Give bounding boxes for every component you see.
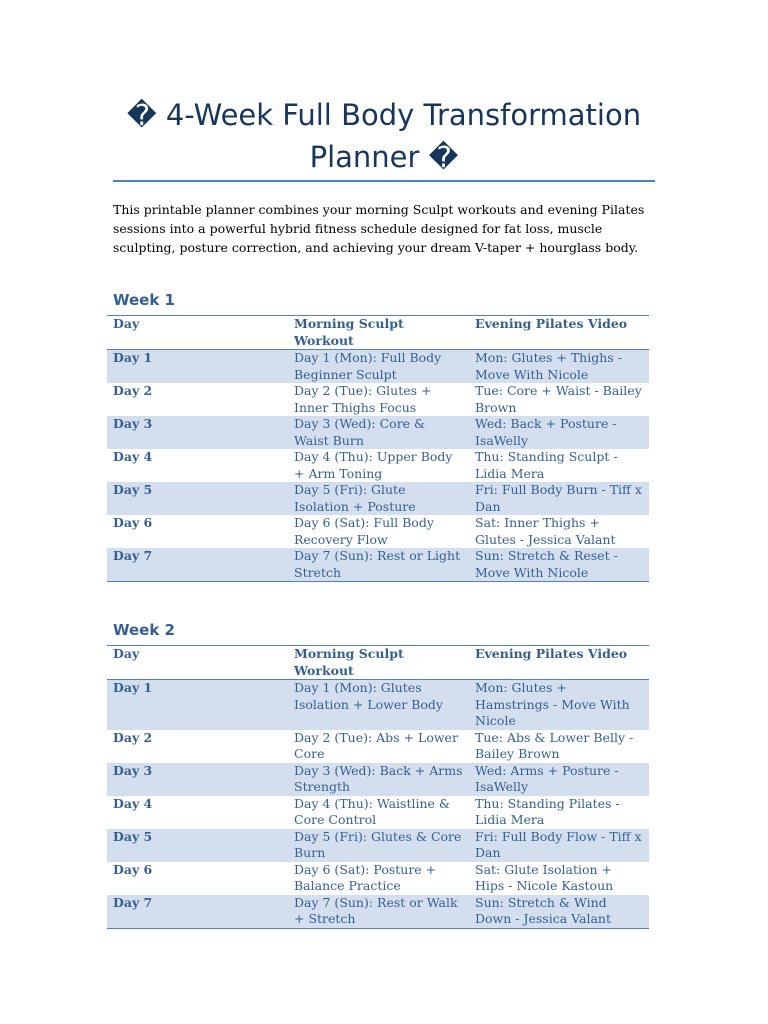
morning-workout-cell: Day 2 (Tue): Abs + Lower Core (294, 729, 458, 761)
intro-paragraph: This printable planner combines your morning Sculpt workouts and evening Pilates sessions into a powerful hybrid fitness schedule designed for fat loss, muscle sculpting, posture correction, and achieving your dream V-taper + hourglass body. (113, 202, 645, 255)
table-row (107, 350, 649, 384)
evening-video-cell: Mon: Glutes + Hamstrings - Move With Nicole (469, 680, 649, 730)
day-cell: Day 4 (113, 795, 153, 811)
table-row (107, 730, 649, 763)
document-title: � 4-Week Full Body Transformation Planner � (126, 98, 642, 174)
title-underline (113, 180, 655, 182)
evening-video-cell: Wed: Arms + Posture - IsaWelly (469, 763, 649, 796)
table-row (107, 449, 649, 482)
week-1-heading: Week 1 (113, 291, 175, 309)
morning-workout-cell: Day 5 (Fri): Glutes & Core Burn (288, 829, 469, 862)
morning-workout-cell: Day 7 (Sun): Rest or Light Stretch (288, 548, 469, 582)
evening-video-cell: Thu: Standing Pilates - Lidia Mera (475, 795, 620, 827)
evening-video-cell: Sun: Stretch & Wind Down - Jessica Valant (469, 895, 649, 929)
column-header-evening: Evening Pilates Video (469, 646, 649, 680)
morning-workout-cell: Day 4 (Thu): Upper Body + Arm Toning (294, 449, 453, 481)
morning-workout-cell: Day 1 (Mon): Glutes Isolation + Lower Body (288, 680, 469, 730)
evening-video-cell: Tue: Core + Waist - Bailey Brown (475, 383, 642, 415)
table-row (107, 515, 649, 548)
column-header-morning: Morning Sculpt Workout (288, 646, 469, 680)
evening-video-cell: Sun: Stretch & Reset - Move With Nicole (469, 548, 649, 582)
day-cell: Day 6 (113, 861, 153, 877)
week-2-heading: Week 2 (113, 621, 175, 639)
morning-workout-cell: Day 2 (Tue): Glutes + Inner Thighs Focus (294, 383, 432, 415)
table-row (107, 383, 649, 416)
morning-workout-cell: Day 3 (Wed): Core & Waist Burn (288, 416, 469, 449)
day-cell: Day 6 (113, 515, 153, 530)
column-header-day: Day (107, 316, 288, 350)
day-cell: Day 4 (113, 449, 153, 464)
evening-video-cell: Fri: Full Body Burn - Tiff x Dan (469, 482, 649, 515)
table-header-row (107, 316, 649, 350)
table-row (107, 862, 649, 895)
column-header-evening: Evening Pilates Video (469, 316, 649, 350)
table-row (107, 763, 649, 796)
day-cell: Day 1 (107, 680, 288, 730)
morning-workout-cell: Day 3 (Wed): Back + Arms Strength (288, 763, 469, 796)
evening-video-cell: Sat: Inner Thighs + Glutes - Jessica Valant (475, 515, 616, 547)
table-row (107, 796, 649, 829)
table-row (107, 895, 649, 929)
evening-video-cell: Tue: Abs & Lower Belly - Bailey Brown (475, 729, 634, 761)
column-header-morning: Morning Sculpt Workout (288, 316, 469, 350)
table-header-row (107, 646, 649, 680)
evening-video-cell: Sat: Glute Isolation + Hips - Nicole Kastoun (475, 861, 614, 893)
morning-workout-cell: Day 7 (Sun): Rest or Walk + Stretch (288, 895, 469, 929)
evening-video-cell: Wed: Back + Posture - IsaWelly (469, 416, 649, 449)
week-1-table (107, 315, 649, 582)
morning-workout-cell: Day 4 (Thu): Waistline & Core Control (294, 795, 451, 827)
morning-workout-cell: Day 1 (Mon): Full Body Beginner Sculpt (288, 350, 469, 384)
day-cell: Day 7 (107, 548, 288, 582)
day-cell: Day 2 (113, 383, 153, 398)
table-row (107, 548, 649, 582)
evening-video-cell: Mon: Glutes + Thighs - Move With Nicole (469, 350, 649, 384)
table-row (107, 482, 649, 515)
evening-video-cell: Fri: Full Body Flow - Tiff x Dan (469, 829, 649, 862)
day-cell: Day 7 (107, 895, 288, 929)
table-row (107, 416, 649, 449)
morning-workout-cell: Day 5 (Fri): Glute Isolation + Posture (288, 482, 469, 515)
morning-workout-cell: Day 6 (Sat): Full Body Recovery Flow (294, 515, 434, 547)
day-cell: Day 3 (107, 416, 288, 449)
week-2-table (107, 645, 649, 929)
morning-workout-cell: Day 6 (Sat): Posture + Balance Practice (294, 861, 437, 893)
table-row (107, 829, 649, 862)
evening-video-cell: Thu: Standing Sculpt - Lidia Mera (475, 449, 618, 481)
day-cell: Day 5 (107, 482, 288, 515)
day-cell: Day 5 (107, 829, 288, 862)
column-header-day: Day (107, 646, 288, 680)
day-cell: Day 1 (107, 350, 288, 384)
day-cell: Day 2 (113, 729, 153, 745)
day-cell: Day 3 (107, 763, 288, 796)
table-row (107, 680, 649, 730)
